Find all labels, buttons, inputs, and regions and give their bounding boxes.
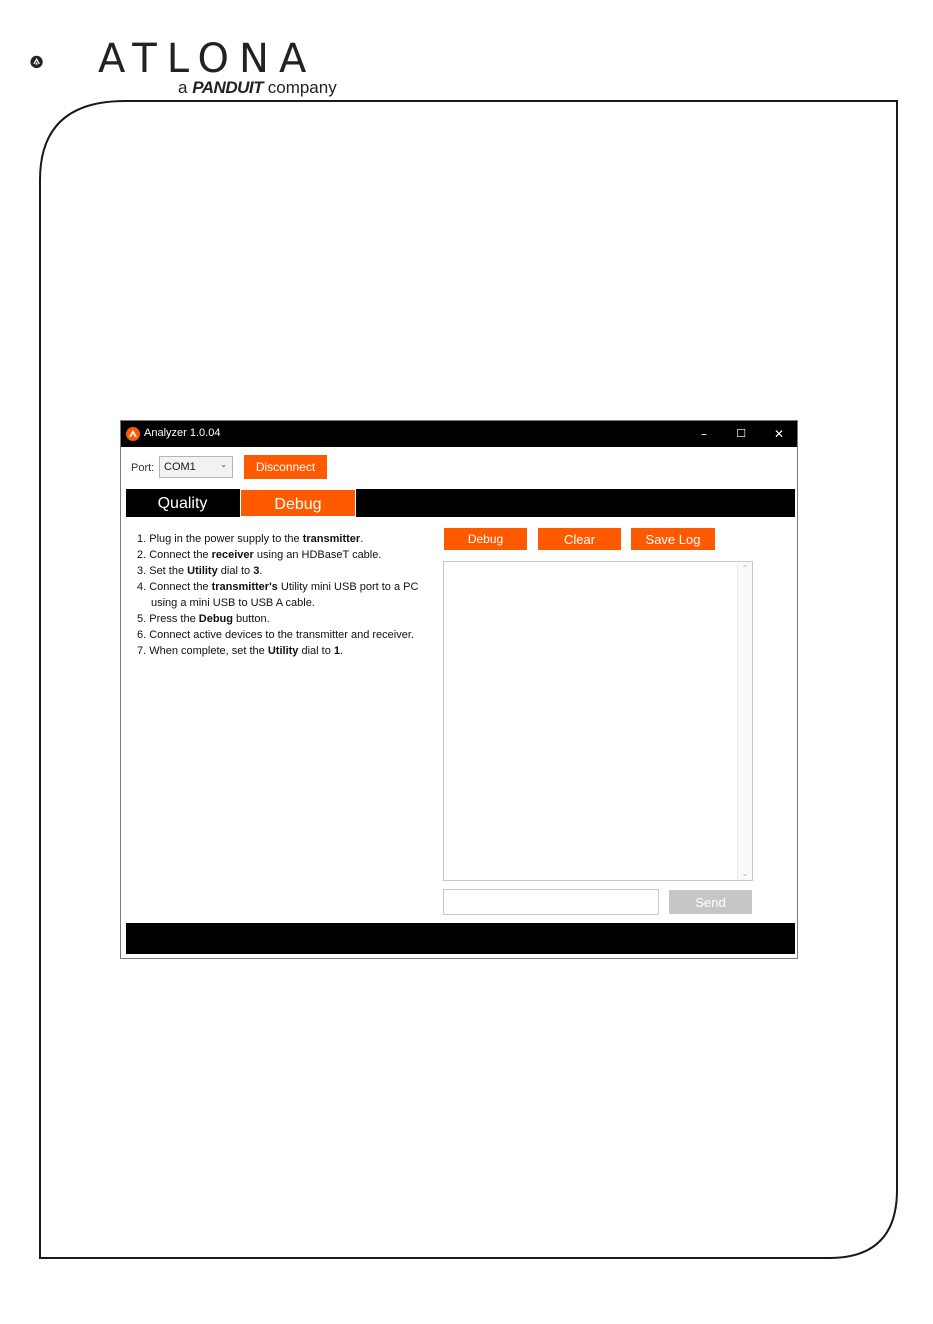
brand-tagline	[178, 78, 337, 98]
chevron-down-icon: ⌄	[220, 460, 227, 469]
port-label: Port:	[131, 462, 155, 474]
tab-bar	[126, 489, 795, 517]
instruction-step: 7. When complete, set the Utility dial to 1.	[137, 645, 344, 657]
instructions-list	[137, 531, 427, 659]
save-log-button[interactable]: Save Log	[631, 528, 715, 550]
clear-button[interactable]: Clear	[538, 528, 621, 550]
port-select[interactable]	[159, 456, 233, 478]
instruction-step: 2. Connect the receiver using an HDBaseT cable.	[137, 549, 382, 561]
chevron-up-icon[interactable]: ⌃	[741, 564, 749, 573]
close-button[interactable]: ✕	[773, 427, 785, 441]
send-button[interactable]: Send	[669, 890, 752, 914]
tagline-brand: PANDUIT	[192, 78, 263, 97]
tagline-suffix: company	[267, 78, 337, 97]
debug-button[interactable]: Debug	[444, 528, 527, 550]
analyzer-window	[120, 420, 798, 959]
disconnect-button[interactable]: Disconnect	[244, 455, 327, 479]
port-value: COM1	[164, 461, 196, 473]
log-scrollbar[interactable]	[737, 562, 752, 880]
chevron-down-icon[interactable]: ⌄	[741, 869, 749, 878]
instruction-step: 5. Press the Debug button.	[137, 613, 270, 625]
window-title: Analyzer 1.0.04	[144, 427, 221, 439]
maximize-button[interactable]: ☐	[736, 427, 746, 440]
status-bar	[126, 923, 795, 954]
tab-quality[interactable]: Quality	[157, 495, 208, 512]
command-input[interactable]	[443, 889, 659, 915]
title-bar[interactable]	[121, 421, 797, 447]
instruction-step: 4. Connect the transmitter's Utility mini USB port to a PC using a mini USB to USB A cable.	[137, 581, 419, 609]
tab-debug[interactable]: Debug	[240, 489, 356, 517]
debug-log-textarea[interactable]	[443, 561, 753, 881]
instruction-step: 1. Plug in the power supply to the transmitter.	[137, 533, 364, 545]
minimize-button[interactable]: –	[701, 427, 707, 441]
tagline-prefix: a	[178, 78, 188, 97]
app-logo-icon	[126, 427, 140, 441]
instruction-step: 6. Connect active devices to the transmitter and receiver.	[137, 629, 414, 641]
brand-name: ATLONA	[98, 36, 317, 82]
atlona-logo-icon	[30, 28, 100, 98]
instruction-step: 3. Set the Utility dial to 3.	[137, 565, 263, 577]
